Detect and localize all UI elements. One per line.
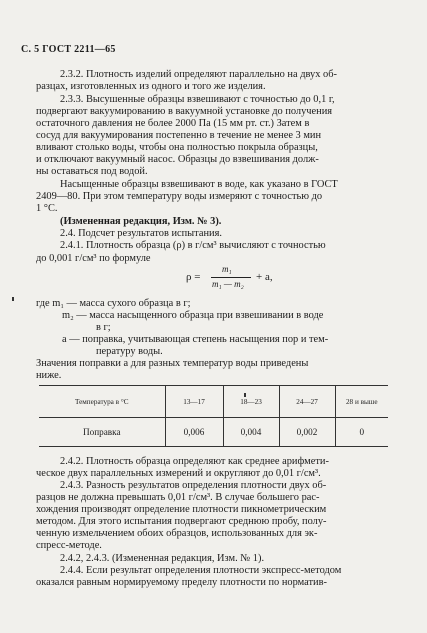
paragraph-line: ченную измельчением обоих образцов, использованных для эк- [36, 528, 318, 539]
table-cell: Поправка [39, 418, 165, 447]
table-header-cell: 13—17 [165, 386, 223, 418]
paragraph-line: спресс-методе. [36, 540, 102, 551]
table-header-cell: 24—27 [279, 386, 335, 418]
table-cell: 0,002 [279, 418, 335, 447]
formula-denominator: m₁ — m₂ [212, 279, 244, 289]
formula-numerator: m₁ [222, 264, 232, 274]
definition-line: m₂ — масса насыщенного образца при взвешивании в воде [62, 310, 324, 321]
definition-line: пературу воды. [96, 346, 163, 357]
paragraph-line: разцов не должна превышать 0,01 г/см³. В случае большего рас- [36, 492, 320, 503]
paragraph-line: оказался равным нормируемому пределу плотности по норматив- [36, 577, 327, 588]
paragraph-line: Значения поправки a для разных температур воды приведены [36, 358, 309, 369]
table-header-cell: 28 и выше [335, 386, 388, 418]
paragraph-line: методом. Для этого испытания подвергают среднюю пробу, полу- [36, 516, 327, 527]
paragraph-line: Насыщенные образцы взвешивают в воде, как указано в ГОСТ [60, 179, 338, 190]
paragraph-line: вливают столько воды, чтобы она полностью покрыла образцы, [36, 142, 318, 153]
table-cell: 0,006 [165, 418, 223, 447]
fraction-bar [211, 277, 251, 278]
page-header: С. 5 ГОСТ 2211—65 [21, 44, 116, 55]
paragraph-line: 2.4.3. Разность результатов определения плотности двух об- [60, 480, 327, 491]
paragraph-line: 2.3.2. Плотность изделий определяют параллельно на двух об- [60, 69, 337, 80]
paragraph-line: подвергают вакуумированию в вакуумной установке до получения [36, 106, 333, 117]
definition-line: a — поправка, учитывающая степень насыщения пор и тем- [62, 334, 329, 345]
table-row [39, 418, 388, 447]
paragraph-line: 2.4.4. Если результат определения плотности экспресс-методом [60, 565, 342, 576]
scan-mark [244, 393, 246, 397]
formula-lhs: ρ = [186, 271, 201, 283]
paragraph-line: 2409—80. При этом температуру воды измеряют с точностью до [36, 191, 323, 202]
paragraph-line: сосуд для вакуумирования постепенно в течение не менее 3 мин [36, 130, 322, 141]
paragraph-line: 1 °С. [36, 203, 58, 214]
table-header-cell: 18—23 [223, 386, 279, 418]
paragraph-line: 2.3.3. Высушенные образцы взвешивают с точностью до 0,1 г, [60, 94, 335, 105]
paragraph-line: ниже. [36, 370, 62, 381]
table-cell: 0 [335, 418, 388, 447]
formula-rhs: + a, [256, 271, 273, 283]
paragraph-line: ческое двух параллельных измерений и округляют до 0,01 г/см³. [36, 468, 321, 479]
paragraph-line: до 0,001 г/см³ по формуле [36, 253, 151, 264]
scan-mark [12, 297, 14, 301]
paragraph-line: 2.4.1. Плотность образца (ρ) в г/см³ вычисляют с точностью [60, 240, 326, 251]
correction-table [39, 385, 388, 447]
definition-line: в г; [96, 322, 111, 333]
amendment-note: (Измененная редакция, Изм. № 3). [60, 216, 222, 227]
table-header-row [39, 386, 388, 418]
paragraph-line: и отключают вакуумный насос. Образцы до взвешивания долж- [36, 154, 319, 165]
table-header-cell: Температура в °С [39, 386, 165, 418]
paragraph-line: 2.4.2. Плотность образца определяют как среднее арифмети- [60, 456, 329, 467]
definition-line: где m₁ — масса сухого образца в г; [36, 298, 191, 309]
paragraph-line: остаточного давления не более 2000 Па (15 мм рт. ст.) Затем в [36, 118, 310, 129]
paragraph-line: 2.4. Подсчет результатов испытания. [60, 228, 222, 239]
amendment-note: 2.4.2, 2.4.3. (Измененная редакция, Изм. № 1). [60, 553, 265, 564]
paragraph-line: разцах, изготовленных из одного и того же изделия. [36, 81, 266, 92]
paragraph-line: хождения производят определение плотности пикнометрическим [36, 504, 327, 515]
paragraph-line: ны оставаться под водой. [36, 166, 148, 177]
table-cell: 0,004 [223, 418, 279, 447]
